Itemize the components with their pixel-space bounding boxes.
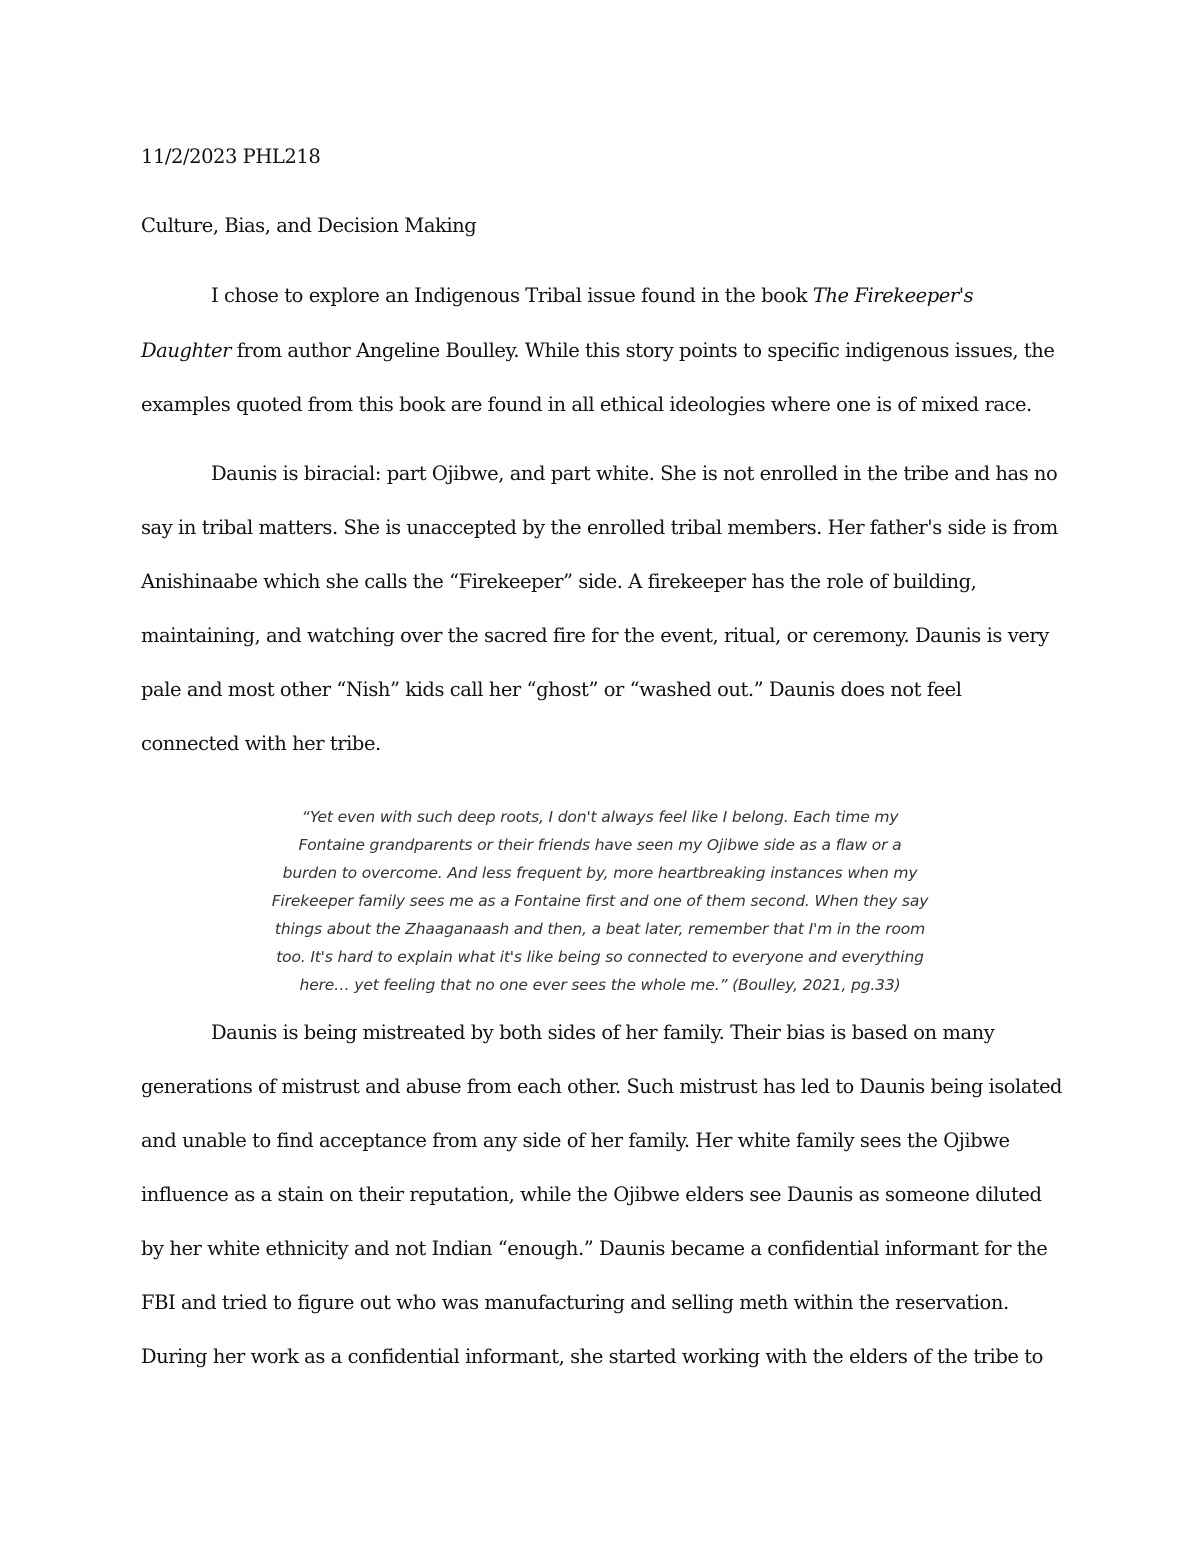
paragraph-3-line: influence as a stain on their reputation, while the Ojibwe elders see Daunis as someone diluted — [141, 1183, 1042, 1206]
paragraph-1-line-1 — [211, 282, 973, 310]
paragraph-1-line-3: examples quoted from this book are found in all ethical ideologies where one is of mixed race. — [141, 393, 1032, 416]
date-course-line: 11/2/2023 PHL218 — [141, 145, 321, 168]
essay-title: Culture, Bias, and Decision Making — [141, 214, 477, 237]
paragraph-2-line: Anishinaabe which she calls the “Firekeeper” side. A firekeeper has the role of building, — [141, 570, 977, 593]
block-quote-line: “Yet even with such deep roots, I don't always feel like I belong. Each time my — [301, 808, 899, 826]
paragraph-3-line: generations of mistrust and abuse from each other. Such mistrust has led to Daunis being isolated — [141, 1075, 1062, 1098]
block-quote-line: here… yet feeling that no one ever sees the whole me.” (Boulley, 2021, pg.33) — [299, 976, 901, 994]
paragraph-1-text: from author Angeline Boulley. While this story points to specific indigenous issues, the — [230, 339, 1055, 362]
paragraph-3-line: Daunis is being mistreated by both sides of her family. Their bias is based on many — [211, 1021, 995, 1044]
paragraph-2-line: pale and most other “Nish” kids call her “ghost” or “washed out.” Daunis does not feel — [141, 678, 962, 701]
block-quote-line: Firekeeper family sees me as a Fontaine first and one of them second. When they say — [271, 892, 929, 910]
block-quote-line: burden to overcome. And less frequent by, more heartbreaking instances when my — [282, 864, 918, 882]
book-title-part-2: Daughter — [141, 339, 231, 362]
block-quote-line: too. It's hard to explain what it's like being so connected to everyone and everything — [276, 948, 924, 966]
block-quote-line: Fontaine grandparents or their friends have seen my Ojibwe side as a flaw or a — [298, 836, 902, 854]
book-title-part-1: The Firekeeper's — [812, 284, 974, 307]
paragraph-3-line: and unable to find acceptance from any side of her family. Her white family sees the Ojibwe — [141, 1129, 1010, 1152]
paragraph-1-line-2 — [141, 337, 1054, 365]
paragraph-3-line: During her work as a confidential informant, she started working with the elders of the tribe to — [141, 1345, 1043, 1368]
paragraph-1-text: I chose to explore an Indigenous Tribal issue found in the book — [211, 284, 813, 307]
paragraph-3-line: by her white ethnicity and not Indian “enough.” Daunis became a confidential informant for the — [141, 1237, 1048, 1260]
paragraph-2-line: connected with her tribe. — [141, 732, 381, 755]
paragraph-2-line: maintaining, and watching over the sacred fire for the event, ritual, or ceremony. Daunis is very — [141, 624, 1049, 647]
paragraph-2-line: say in tribal matters. She is unaccepted by the enrolled tribal members. Her father's side is from — [141, 516, 1058, 539]
block-quote-line: things about the Zhaaganaash and then, a beat later, remember that I'm in the room — [274, 920, 926, 938]
paragraph-2-line: Daunis is biracial: part Ojibwe, and part white. She is not enrolled in the tribe and has no — [211, 462, 1058, 485]
paragraph-3-line: FBI and tried to figure out who was manufacturing and selling meth within the reservation. — [141, 1291, 1009, 1314]
